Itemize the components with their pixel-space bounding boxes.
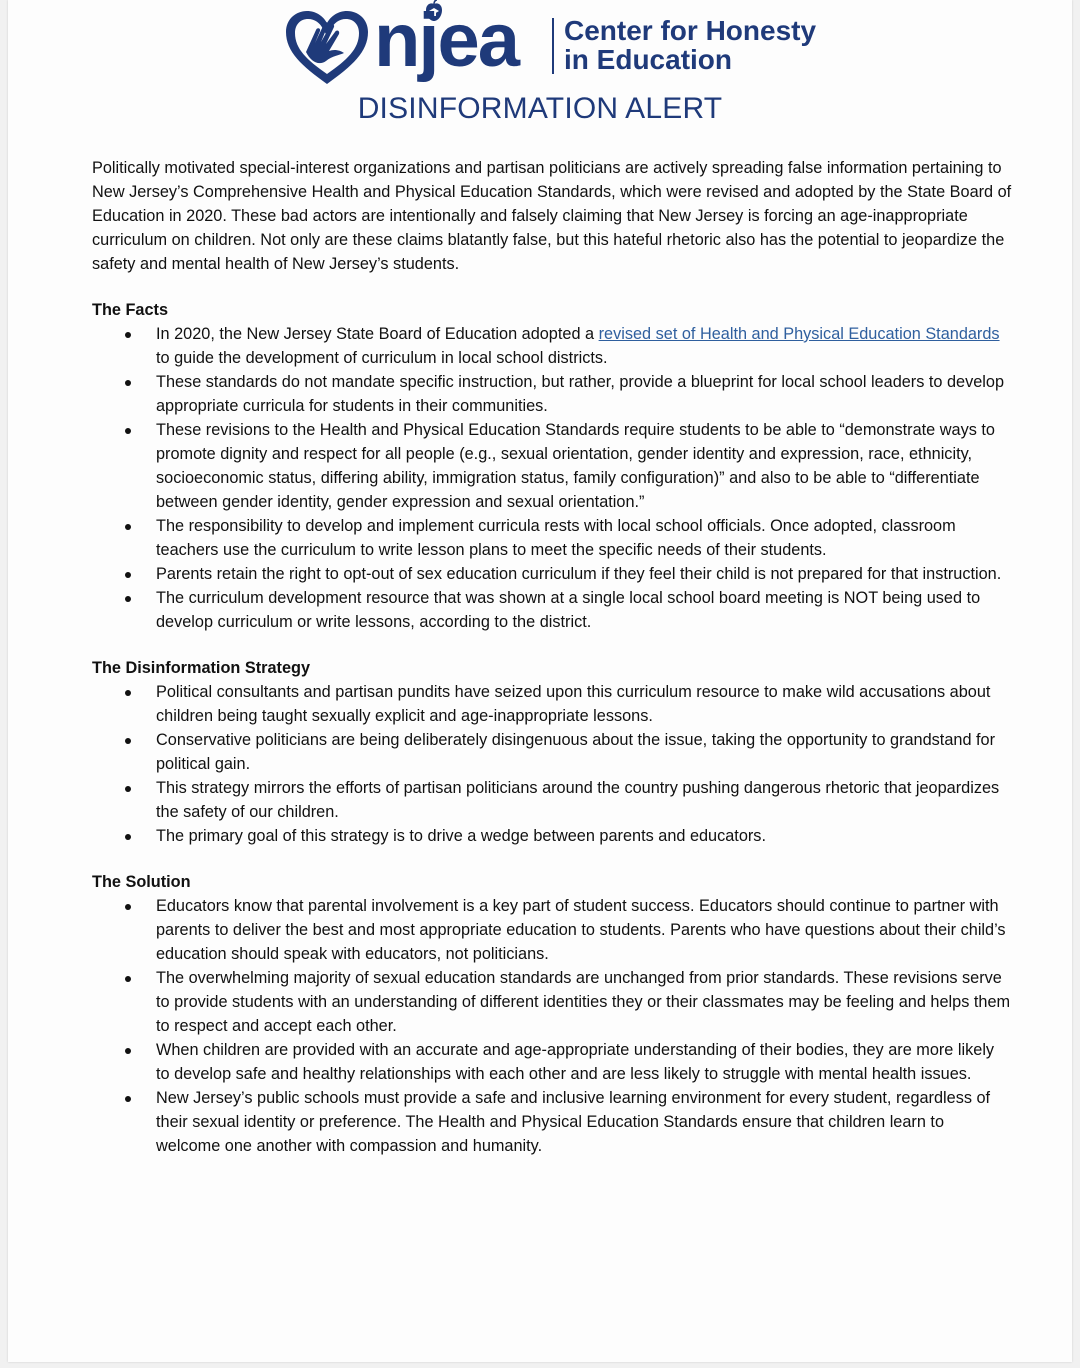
fact-text: The responsibility to develop and implement curricula rests with local school officials. Once adopted, classroom teachers use the curriculum to write lesson plans to meet the specific needs of their students.: [156, 517, 956, 559]
bullet-icon: [125, 524, 131, 530]
list-item: [92, 728, 1012, 776]
facts-heading: The Facts: [92, 301, 169, 319]
letterhead: [8, 0, 1072, 140]
center-name-line-2: in Education: [564, 44, 732, 75]
list-item: [92, 680, 1012, 728]
list-item: [92, 966, 1012, 1038]
list-item: [92, 776, 1012, 824]
solution-heading: The Solution: [92, 873, 191, 891]
strategy-heading: The Disinformation Strategy: [92, 659, 311, 677]
fact-text: The curriculum development resource that was shown at a single local school board meeting is NOT being used to develop curriculum or write lessons, according to the district.: [156, 589, 981, 631]
strategy-text: This strategy mirrors the efforts of partisan politicians around the country pushing dangerous rhetoric that jeopardizes the safety of our children.: [156, 779, 1000, 821]
center-name-line-1: Center for Honesty: [564, 15, 817, 46]
strategy-text: Conservative politicians are being deliberately disingenuous about the issue, taking the opportunity to grandstand for political gain.: [156, 731, 996, 773]
bullet-icon: [125, 738, 131, 744]
facts-list: [92, 322, 1012, 634]
solution-text: Educators know that parental involvement is a key part of student success. Educators should continue to partner with parents to deliver the best and most appropriate education to students. Parents who have questions about their child’s education should speak with educators, not politicians.: [156, 897, 1006, 963]
list-item: [92, 514, 1012, 562]
list-item: [92, 586, 1012, 634]
list-item: [92, 1086, 1012, 1158]
center-name: [564, 16, 816, 74]
standards-link[interactable]: revised set of Health and Physical Education Standards: [598, 325, 1000, 343]
document-body: [92, 156, 1012, 1158]
document-page: [8, 0, 1072, 1362]
bullet-icon: [125, 596, 131, 602]
alert-title: DISINFORMATION ALERT: [357, 92, 723, 125]
fact-text: Parents retain the right to opt-out of sex education curriculum if they feel their child is not prepared for that instruction.: [156, 565, 1002, 583]
solution-text: New Jersey’s public schools must provide a safe and inclusive learning environment for every student, regardless of their sexual identity or preference. The Health and Physical Education Standards ensure that children learn to welcome one another with compassion and humanity.: [156, 1089, 991, 1155]
solution-list: [92, 894, 1012, 1158]
list-item: [92, 1038, 1012, 1086]
bullet-icon: [125, 572, 131, 578]
strategy-text: The primary goal of this strategy is to drive a wedge between parents and educators.: [156, 827, 766, 845]
bullet-icon: [125, 1096, 131, 1102]
fact-text-after-link: to guide the development of curriculum in local school districts.: [156, 349, 608, 367]
logo-divider: [552, 18, 554, 74]
bullet-icon: [125, 834, 131, 840]
bullet-icon: [125, 332, 131, 338]
bullet-icon: [125, 428, 131, 434]
list-item: [92, 370, 1012, 418]
bullet-icon: [125, 976, 131, 982]
heart-hand-logo-icon: [282, 8, 372, 88]
strategy-list: [92, 680, 1012, 848]
bullet-icon: [125, 1048, 131, 1054]
solution-text: When children are provided with an accurate and age-appropriate understanding of their bodies, they are more likely to develop safe and healthy relationships with each other and are less likely to struggle with mental health issues.: [156, 1041, 995, 1083]
list-item: [92, 322, 1012, 370]
list-item: [92, 894, 1012, 966]
list-item: [92, 824, 1012, 848]
intro-paragraph: Politically motivated special-interest organizations and partisan politicians are actively spreading false information pertaining to New Jersey’s Comprehensive Health and Physical Education Standards, which were revised and adopted by the State Board of Education in 2020. These bad actors are intentionally and falsely claiming that New Jersey is forcing an age-inappropriate curriculum on children. Not only are these claims blatantly false, but this hateful rhetoric also has the potential to jeopardize the safety and mental health of New Jersey’s students.: [92, 159, 1012, 273]
bullet-icon: [125, 786, 131, 792]
fact-text: These standards do not mandate specific instruction, but rather, provide a blueprint for local school leaders to develop appropriate curricula for students in their communities.: [156, 373, 1005, 415]
solution-text: The overwhelming majority of sexual education standards are unchanged from prior standards. These revisions serve to provide students with an understanding of different identities they or their classmates may be feeling and helps them to respect and accept each other.: [156, 969, 1011, 1035]
list-item: [92, 562, 1012, 586]
bullet-icon: [125, 690, 131, 696]
fact-text: These revisions to the Health and Physical Education Standards require students to be able to “demonstrate ways to promote dignity and respect for all people (e.g., sexual orientation, gender identity and expression, race, ethnicity, socioeconomic status, differing ability, immigration status, family configuration)” and also to be able to “differentiate between gender identity, gender expression and sexual orientation.”: [156, 421, 995, 511]
list-item: [92, 418, 1012, 514]
njea-wordmark: njea: [374, 0, 519, 83]
strategy-text: Political consultants and partisan pundits have seized upon this curriculum resource to make wild accusations about children being taught sexually explicit and age-inappropriate lessons.: [156, 683, 991, 725]
bullet-icon: [125, 380, 131, 386]
fact-text-before-link: In 2020, the New Jersey State Board of Education adopted a: [156, 325, 599, 343]
bullet-icon: [125, 904, 131, 910]
